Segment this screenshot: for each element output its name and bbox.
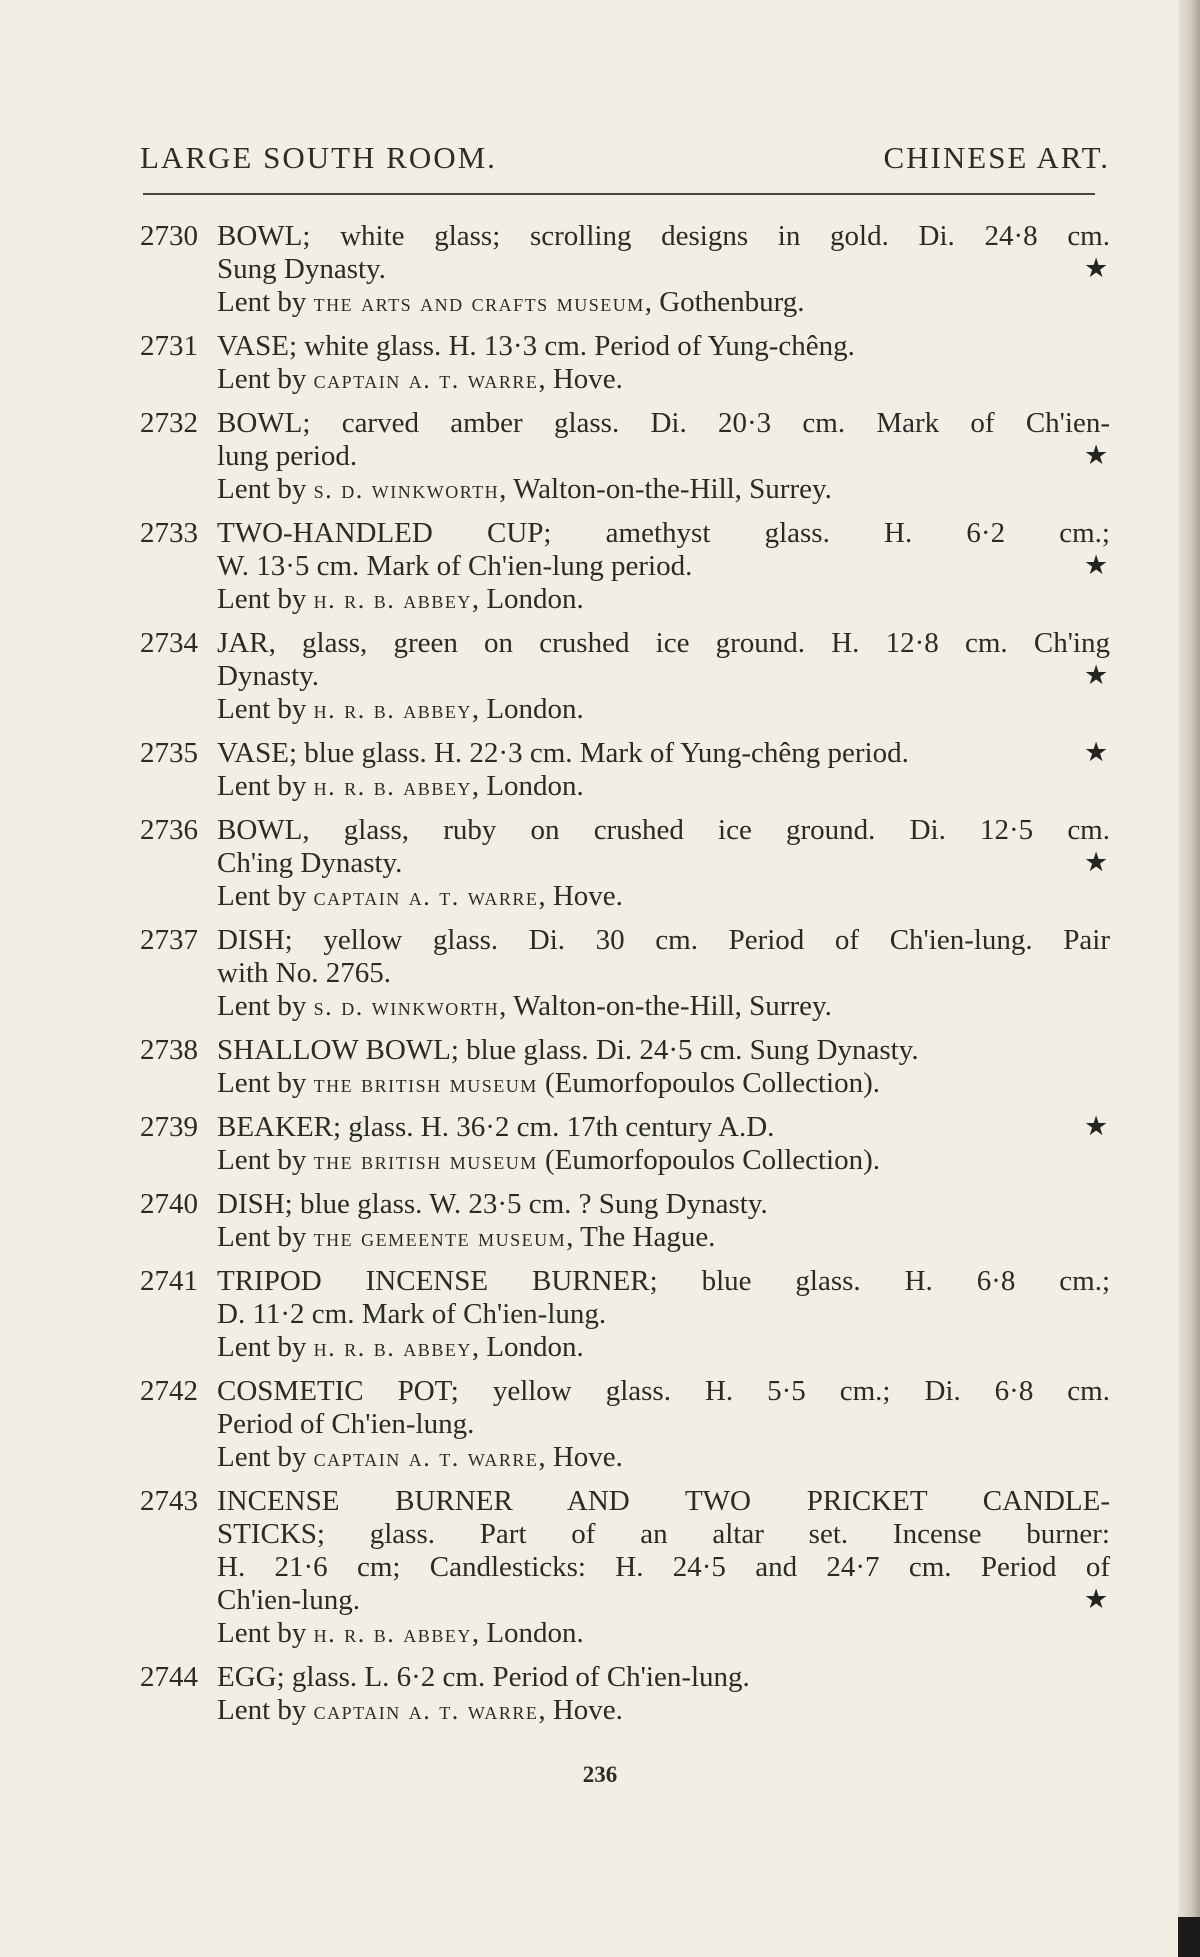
lender-name: captain a. t. warre [313,882,539,911]
catalogue-entry [0,1661,1200,1727]
catalogue-entry [0,517,1200,616]
lender-location: , London. [471,693,584,725]
entry-description-line [217,1584,1110,1617]
entry-description-line [217,660,1110,693]
entry-number: 2732 [140,407,198,439]
entry-description-line [217,1298,1110,1331]
entry-description-text: STICKS; glass. Part of an altar set. Incense burner: [217,1518,1110,1550]
entry-description-text: COSMETIC POT; yellow glass. H. 5·5 cm.; Di. 6·8 cm. [217,1375,1110,1407]
entry-lender-line [217,770,1110,803]
entry-lender-line [217,1067,1110,1100]
lender-prefix: Lent by [217,990,307,1022]
lender-prefix: Lent by [217,1331,307,1363]
entry-description-line [217,1034,1110,1067]
entry-description-line [217,440,1110,473]
entry-body [217,1265,1110,1364]
entry-body [217,924,1110,1023]
lender-prefix: Lent by [217,880,307,912]
entry-description-text: VASE; blue glass. H. 22·3 cm. Mark of Yung-chêng period. [217,737,909,769]
entry-description-line [217,220,1110,253]
lender-name: captain a. t. warre [313,365,539,394]
entry-description-line [217,847,1110,880]
entry-body [217,1375,1110,1474]
page-number: 236 [582,1762,618,1787]
lender-location: , Walton-on-the-Hill, Surrey. [499,473,832,505]
catalogue-entries [0,220,1200,1738]
header-rule [143,193,1095,195]
lender-prefix: Lent by [217,1144,307,1176]
entry-number: 2738 [140,1034,198,1066]
running-header [140,140,1110,176]
entry-lender-line [217,583,1110,616]
entry-description-line [217,1265,1110,1298]
star-marker-icon: ★ [1084,660,1109,690]
star-marker-icon: ★ [1084,737,1109,767]
entry-number: 2736 [140,814,198,846]
header-room: LARGE SOUTH ROOM. [140,140,497,175]
lender-prefix: Lent by [217,286,307,318]
entry-description-text: BOWL; carved amber glass. Di. 20·3 cm. Mark of Ch'ien- [217,407,1110,439]
catalogue-entry [0,1188,1200,1254]
entry-body [217,220,1110,319]
lender-name: the gemeente museum [313,1223,567,1252]
lender-prefix: Lent by [217,1221,307,1253]
entry-body [217,330,1110,396]
entry-description-text: DISH; blue glass. W. 23·5 cm. ? Sung Dynasty. [217,1188,768,1220]
entry-lender-line [217,473,1110,506]
lender-location: (Eumorfopoulos Collection). [537,1067,881,1099]
lender-location: , Hove. [538,1441,623,1473]
entry-description-text: BOWL; white glass; scrolling designs in gold. Di. 24·8 cm. [217,220,1110,252]
entry-number: 2741 [140,1265,198,1297]
entry-description-line [217,1551,1110,1584]
lender-prefix: Lent by [217,583,307,615]
entry-lender-line [217,1331,1110,1364]
lender-location: , Hove. [538,1694,623,1726]
lender-prefix: Lent by [217,1067,307,1099]
catalogue-entry [0,330,1200,396]
lender-name: h. r. b. abbey [313,772,472,801]
star-marker-icon: ★ [1084,847,1109,877]
entry-description-text: DISH; yellow glass. Di. 30 cm. Period of Ch'ien-lung. Pair [217,924,1110,956]
star-marker-icon: ★ [1084,1111,1109,1141]
entry-description-text: with No. 2765. [217,957,391,989]
entry-description-line [217,1661,1110,1694]
lender-prefix: Lent by [217,473,307,505]
entry-number: 2739 [140,1111,198,1143]
catalogue-entry [0,627,1200,726]
lender-location: , Walton-on-the-Hill, Surrey. [499,990,832,1022]
entry-description-text: TRIPOD INCENSE BURNER; blue glass. H. 6·8 cm.; [217,1265,1110,1297]
entry-lender-line [217,990,1110,1023]
entry-description-line [217,1408,1110,1441]
star-marker-icon: ★ [1084,550,1109,580]
entry-description-line [217,957,1110,990]
star-marker-icon: ★ [1084,1584,1109,1614]
entry-number: 2733 [140,517,198,549]
entry-body [217,627,1110,726]
lender-name: h. r. b. abbey [313,1333,472,1362]
entry-description-line [217,517,1110,550]
entry-description-text: SHALLOW BOWL; blue glass. Di. 24·5 cm. Sung Dynasty. [217,1034,919,1066]
entry-body [217,1034,1110,1100]
entry-description-line [217,814,1110,847]
lender-location: , London. [471,1331,584,1363]
entry-lender-line [217,286,1110,319]
entry-description-text: H. 21·6 cm; Candlesticks: H. 24·5 and 24·7 cm. Period of [217,1551,1110,1583]
lender-location: , Gothenburg. [644,286,805,318]
entry-description-text: Ch'ing Dynasty. [217,847,403,879]
lender-prefix: Lent by [217,1441,307,1473]
lender-prefix: Lent by [217,363,307,395]
entry-description-line [217,1485,1110,1518]
lender-prefix: Lent by [217,1694,307,1726]
entry-description-line [217,627,1110,660]
entry-description-text: BEAKER; glass. H. 36·2 cm. 17th century A.D. [217,1111,775,1143]
lender-name: the british museum [313,1069,538,1098]
entry-lender-line [217,880,1110,913]
lender-location: , Hove. [538,363,623,395]
catalogue-entry [0,1485,1200,1650]
entry-lender-line [217,1441,1110,1474]
lender-name: h. r. b. abbey [313,585,472,614]
header-section: CHINESE ART. [883,140,1110,175]
lender-name: h. r. b. abbey [313,695,472,724]
entry-description-text: BOWL, glass, ruby on crushed ice ground. Di. 12·5 cm. [217,814,1110,846]
lender-location: , The Hague. [566,1221,716,1253]
lender-name: captain a. t. warre [313,1696,539,1725]
lender-prefix: Lent by [217,770,307,802]
entry-description-line [217,253,1110,286]
lender-name: the arts and crafts museum [313,288,645,317]
entry-body [217,1485,1110,1650]
lender-location: (Eumorfopoulos Collection). [537,1144,881,1176]
entry-body [217,1111,1110,1177]
entry-lender-line [217,1694,1110,1727]
lender-prefix: Lent by [217,693,307,725]
star-marker-icon: ★ [1084,440,1109,470]
lender-name: s. d. winkworth [313,475,500,504]
entry-description-line [217,1111,1110,1144]
entry-description-line [217,737,1110,770]
lender-name: the british museum [313,1146,538,1175]
entry-description-line [217,330,1110,363]
entry-description-text: Period of Ch'ien-lung. [217,1408,475,1440]
entry-description-text: VASE; white glass. H. 13·3 cm. Period of Yung-chêng. [217,330,855,362]
entry-number: 2737 [140,924,198,956]
catalogue-entry [0,814,1200,913]
entry-description-text: Dynasty. [217,660,320,692]
entry-description-line [217,1518,1110,1551]
entry-description-text: INCENSE BURNER AND TWO PRICKET CANDLE- [217,1485,1110,1517]
entry-body [217,407,1110,506]
entry-body [217,814,1110,913]
entry-description-text: Ch'ien-lung. [217,1584,360,1616]
lender-name: s. d. winkworth [313,992,500,1021]
entry-body [217,1661,1110,1727]
lender-location: , Hove. [538,880,623,912]
page-corner [1178,1917,1200,1957]
entry-number: 2740 [140,1188,198,1220]
lender-location: , London. [471,770,584,802]
entry-description-line [217,1375,1110,1408]
lender-location: , London. [471,583,584,615]
entry-number: 2735 [140,737,198,769]
entry-lender-line [217,693,1110,726]
entry-lender-line [217,363,1110,396]
entry-description-line [217,1188,1110,1221]
entry-description-text: D. 11·2 cm. Mark of Ch'ien-lung. [217,1298,607,1330]
entry-number: 2743 [140,1485,198,1517]
entry-number: 2742 [140,1375,198,1407]
catalogue-entry [0,1111,1200,1177]
entry-description-text: JAR, glass, green on crushed ice ground. H. 12·8 cm. Ch'ing [217,627,1110,659]
entry-description-text: TWO-HANDLED CUP; amethyst glass. H. 6·2 cm.; [217,517,1110,549]
entry-description-text: W. 13·5 cm. Mark of Ch'ien-lung period. [217,550,693,582]
catalogue-entry [0,1034,1200,1100]
catalogue-entry [0,407,1200,506]
catalogue-entry [0,737,1200,803]
lender-name: captain a. t. warre [313,1443,539,1472]
entry-number: 2731 [140,330,198,362]
lender-prefix: Lent by [217,1617,307,1649]
entry-number: 2734 [140,627,198,659]
entry-lender-line [217,1144,1110,1177]
entry-description-line [217,550,1110,583]
entry-description-text: EGG; glass. L. 6·2 cm. Period of Ch'ien-lung. [217,1661,750,1693]
entry-number: 2744 [140,1661,198,1693]
catalogue-entry [0,1375,1200,1474]
catalogue-entry [0,1265,1200,1364]
entry-description-line [217,407,1110,440]
entry-lender-line [217,1221,1110,1254]
entry-body [217,517,1110,616]
entry-body [217,737,1110,803]
lender-name: h. r. b. abbey [313,1619,472,1648]
entry-number: 2730 [140,220,198,252]
lender-location: , London. [471,1617,584,1649]
entry-body [217,1188,1110,1254]
entry-description-text: lung period. [217,440,358,472]
star-marker-icon: ★ [1084,253,1109,283]
entry-lender-line [217,1617,1110,1650]
catalogue-entry [0,924,1200,1023]
catalogue-entry [0,220,1200,319]
entry-description-text: Sung Dynasty. [217,253,386,285]
entry-description-line [217,924,1110,957]
